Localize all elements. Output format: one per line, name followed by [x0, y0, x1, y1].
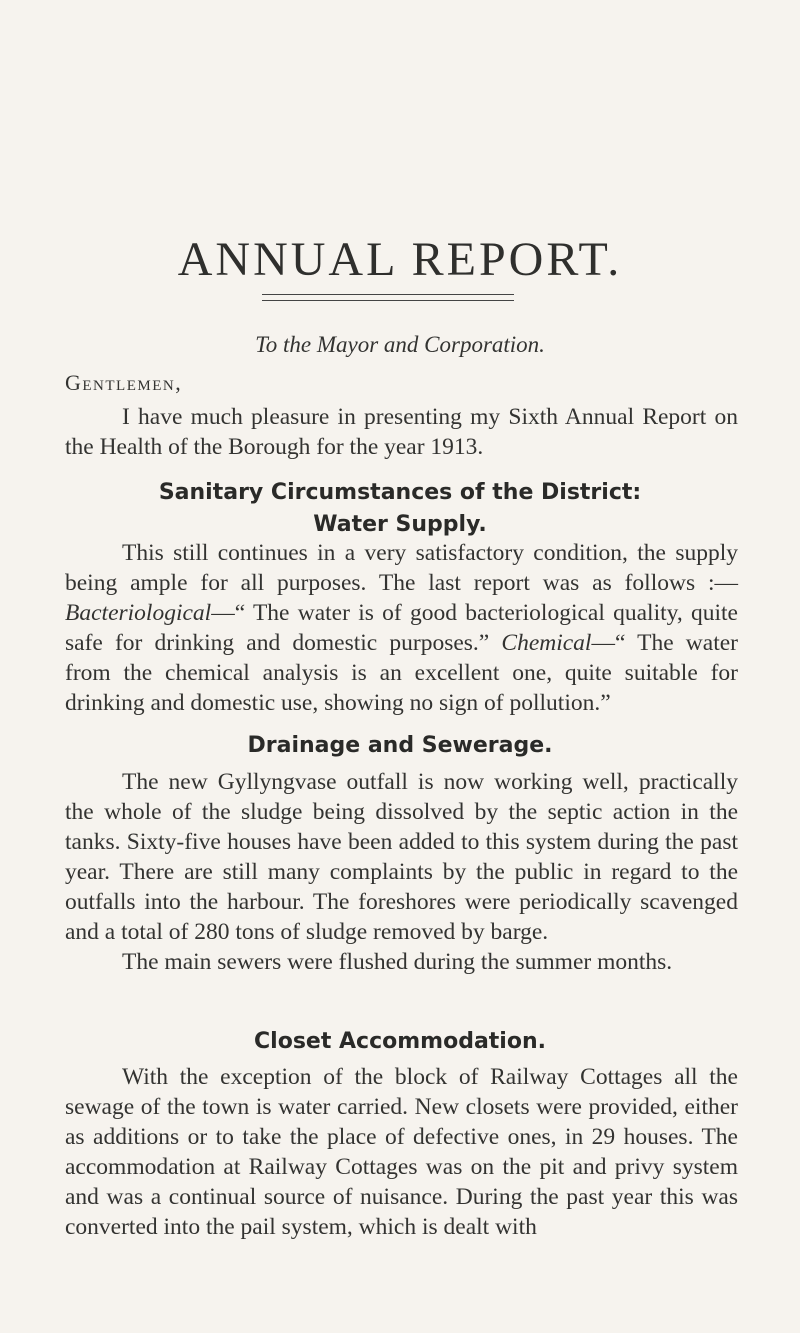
report-title: ANNUAL REPORT.: [177, 233, 623, 286]
section-heading-sanitary: Sanitary Circumstances of the District:: [158, 480, 642, 505]
title-divider-bottom: [262, 300, 514, 301]
salutation: Gentlemen,: [65, 370, 183, 395]
addressee: To the Mayor and Corporation.: [255, 332, 545, 357]
water-supply-paragraph: [65, 538, 738, 718]
intro-paragraph: [65, 402, 738, 462]
water-text-3: —“ The water from the chemical analysis is an excellent one, quite suitable for drinking and domestic use, showing no sign of pollution.”: [65, 630, 738, 716]
drainage-text-1: The new Gyllyngvase outfall is now working well, practically the whole of the sludge being dissolved by the septic action in the tanks. Sixty-five houses have been added to this system during the past year. There are still many complaints by the public in regard to the outfalls into the harbour. The foreshores were periodically scavenged and a total of 280 tons of sludge removed by barge.: [65, 769, 738, 945]
section-heading-drainage: Drainage and Sewerage.: [247, 733, 553, 758]
water-italic-chemical: Chemical: [501, 630, 592, 656]
title-divider-top: [262, 294, 514, 295]
section-heading-closet: Closet Accommodation.: [254, 1029, 546, 1054]
closet-paragraph: [65, 1062, 738, 1242]
water-text-2: —“ The water is of good bacteriological quality, quite safe for drinking and domestic purposes.”: [65, 600, 738, 656]
closet-text-1: With the exception of the block of Railway Cottages all the sewage of the town is water carried. New closets were provided, either as additions or to take the place of defective ones, in 29 houses. The accommodation at Railway Cottages was on the pit and privy system and was a continual source of nuisance. During the past year this was converted into the pail system, which is dealt with: [65, 1064, 738, 1240]
drainage-paragraph: [65, 767, 738, 977]
section-subheading-water-supply: Water Supply.: [313, 512, 487, 537]
drainage-text-2: The main sewers were flushed during the summer months.: [122, 949, 673, 975]
intro-text: I have much pleasure in presenting my Sixth Annual Report on the Health of the Borough for the year 1913.: [65, 404, 738, 460]
water-text-1: This still continues in a very satisfactory condition, the supply being ample for all purposes. The last report was as follows :—: [65, 540, 738, 596]
water-italic-bacteriological: Bacteriological: [65, 600, 212, 626]
